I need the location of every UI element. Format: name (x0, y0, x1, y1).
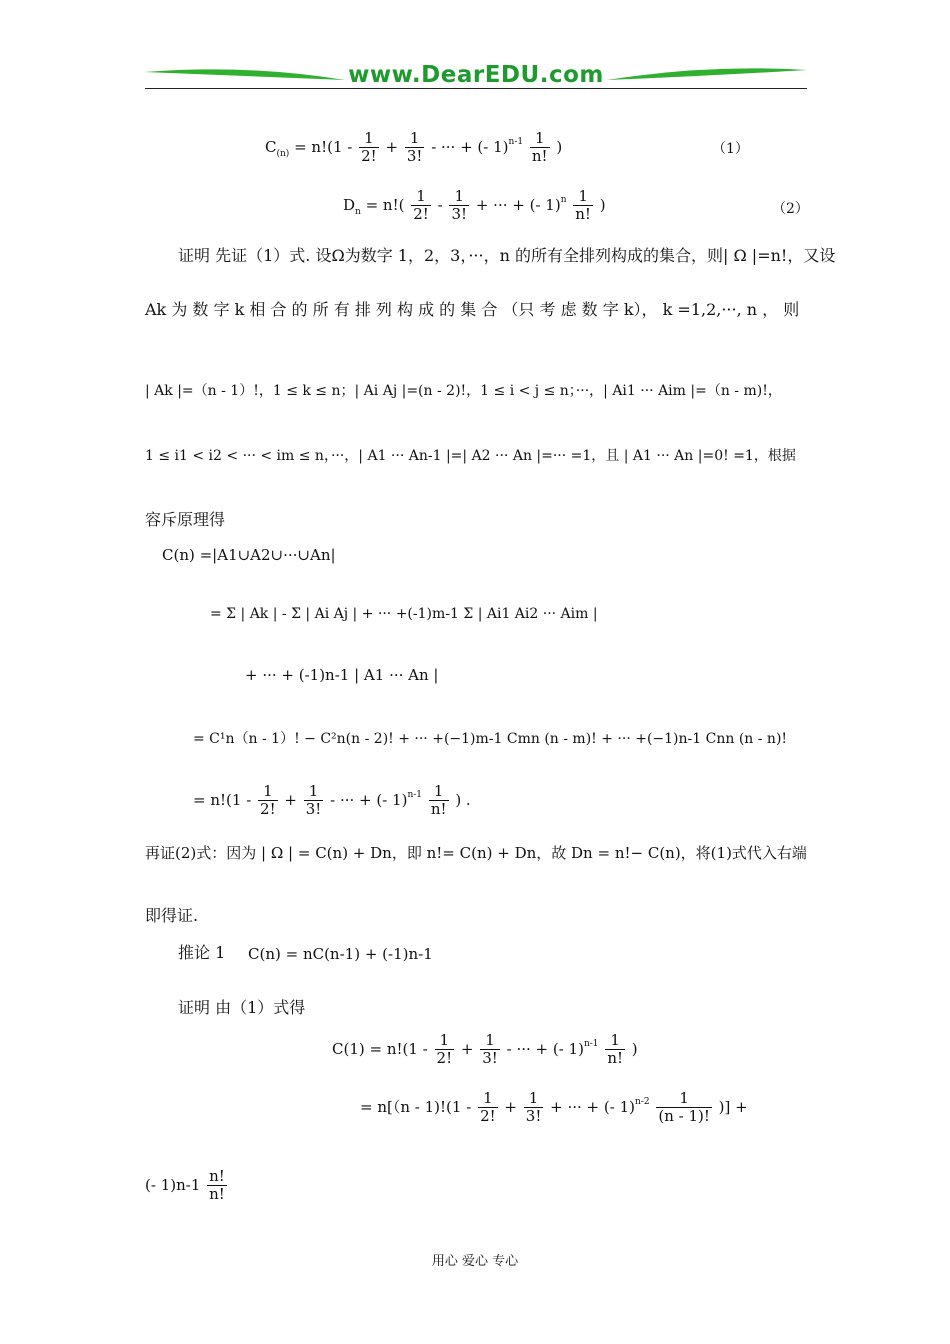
proof-line-4: = C¹n（n - 1）! − C²n(n - 2)! + ··· +(−1)m-1 Cmn (n - m)! + ··· +(−1)n-1 Cnn (n - n)! (193, 731, 788, 747)
equation-1: $C_{(n)} = n!(1$ - $\frac{1}{2!}$ + $\frac{1}{3!}$ - ··· + (- 1)$^{n-1}$ $\frac{1}{n!}$ ) (265, 129, 563, 166)
proof-paragraph-4: 1 ≤ i1 < i2 < ··· < im ≤ n，···，| A1 ··· An-1 |=| A2 ··· An |=··· =1，且 | A1 ··· An |=0! =1，根据 (145, 448, 796, 464)
proof-line-2: = Σ | Ak | - Σ | Ai Aj | + ··· +(-1)m-1 Σ | Ai1 Ai2 ··· Aim | (210, 606, 598, 622)
proof-paragraph-6: 即得证. (145, 906, 199, 925)
proof-paragraph-2: Ak 为 数 字 k 相 合 的 所 有 排 列 构 成 的 集 合 （只 考 虑 数 字 k）， k =1,2,···, n ， 则 (145, 300, 800, 319)
proof-paragraph-3: | Ak |=（n - 1）!，1 ≤ k ≤ n；| Ai Aj |=(n - 2)!，1 ≤ i < j ≤ n；···，| Ai1 ··· Aim |=（n - m)!， (145, 383, 782, 399)
proof-paragraph-1: 证明 先证（1）式. 设Ω为数字 1，2，3，···，n 的所有全排列构成的集合，则| Ω |=n!，又设 (178, 246, 836, 265)
corollary-label: 推论 1 (178, 943, 226, 962)
proof-line-8: (- 1)n-1 $\frac{n!}{n!}$ (145, 1167, 225, 1204)
proof-line-6: C(1) = n!(1 - $\frac{1}{2!}$ + $\frac{1}{3!}$ - ··· + (- 1)$^{n-1}$ $\frac{1}{n!}$ ) (332, 1031, 638, 1068)
equation-1-number: （1） (712, 141, 749, 157)
proof-line-3: + ··· + (-1)n-1 | A1 ··· An | (245, 666, 439, 684)
header-divider (145, 88, 807, 89)
proof-line-7: = n[（n - 1)!(1 - $\frac{1}{2!}$ + $\frac{1}{3!}$ + ··· + (- 1)$^{n-2}$ $\frac{1}{(n - 1)!}$ )] + (360, 1089, 748, 1126)
proof-line-1: C(n) =|A1∪A2∪···∪An| (162, 546, 336, 564)
proof-paragraph-5: 再证(2)式：因为 | Ω | = C(n) + Dn，即 n!= C(n) + Dn，故 Dn = n!− C(n)，将(1)式代入右端 (145, 844, 807, 862)
page-footer: 用心 爱心 专心 (431, 1254, 519, 1269)
proof-line-5: = n!(1 - $\frac{1}{2!}$ + $\frac{1}{3!}$ - ··· + (- 1)$^{n-1}$ $\frac{1}{n!}$ ) . (193, 782, 471, 819)
equation-2-number: （2） (772, 201, 809, 217)
equation-2: $D_n = n$!( $\frac{1}{2!}$ - $\frac{1}{3!}$ + ··· + (- 1)$^n$ $\frac{1}{n!}$ ) (343, 187, 606, 224)
proof-paragraph-7: 证明 由（1）式得 (178, 998, 306, 1017)
proof-paragraph-4b: 容斥原理得 (145, 510, 226, 529)
corollary-equation: C(n) = nC(n-1) + (-1)n-1 (248, 945, 433, 963)
site-title: www.DearEDU.com (348, 62, 604, 88)
